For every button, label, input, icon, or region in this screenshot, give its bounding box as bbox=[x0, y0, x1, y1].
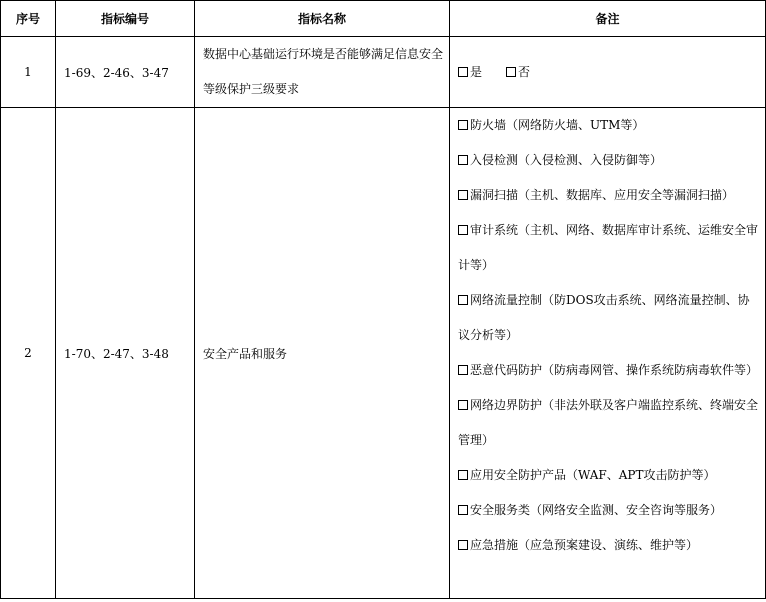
option-no[interactable] bbox=[506, 65, 530, 79]
checklist-item-label: 恶意代码防护（防病毒网管、操作系统防病毒软件等） bbox=[470, 363, 759, 377]
checklist-item-label: 安全服务类（网络安全监测、安全咨询等服务） bbox=[470, 503, 723, 517]
checkbox-icon[interactable] bbox=[458, 505, 468, 515]
checkbox-icon[interactable] bbox=[458, 365, 468, 375]
checklist-item[interactable] bbox=[458, 458, 759, 493]
checklist-item[interactable] bbox=[458, 283, 759, 353]
header-code: 指标编号 bbox=[56, 1, 195, 37]
table-row bbox=[1, 37, 766, 108]
row-seq: 1 bbox=[1, 37, 56, 108]
checkbox-icon[interactable] bbox=[458, 67, 468, 77]
option-no-label: 否 bbox=[518, 64, 531, 79]
checklist-item[interactable] bbox=[458, 353, 759, 388]
header-note: 备注 bbox=[450, 1, 766, 37]
header-name: 指标名称 bbox=[195, 1, 450, 37]
row-code: 1-69、2-46、3-47 bbox=[56, 37, 195, 108]
row-name: 安全产品和服务 bbox=[195, 108, 450, 599]
checklist-item-label: 防火墙（网络防火墙、UTM等） bbox=[470, 118, 645, 132]
checklist-item-label: 审计系统（主机、网络、数据库审计系统、运维安全审计等） bbox=[458, 223, 759, 272]
table-header-row bbox=[1, 1, 766, 37]
checklist-item-label: 入侵检测（入侵检测、入侵防御等） bbox=[470, 153, 663, 167]
checkbox-icon[interactable] bbox=[506, 67, 516, 77]
checkbox-icon[interactable] bbox=[458, 540, 468, 550]
header-seq: 序号 bbox=[1, 1, 56, 37]
checklist-item[interactable] bbox=[458, 108, 759, 143]
checkbox-icon[interactable] bbox=[458, 400, 468, 410]
checklist-item-label: 漏洞扫描（主机、数据库、应用安全等漏洞扫描） bbox=[470, 188, 735, 202]
checkbox-icon[interactable] bbox=[458, 295, 468, 305]
checklist-item-label: 应用安全防护产品（WAF、APT攻击防护等） bbox=[470, 468, 716, 482]
checkbox-icon[interactable] bbox=[458, 155, 468, 165]
row-note bbox=[450, 108, 766, 599]
checklist-item[interactable] bbox=[458, 493, 759, 528]
checklist-item[interactable] bbox=[458, 388, 759, 458]
checklist-item[interactable] bbox=[458, 213, 759, 283]
checklist-item-label: 应急措施（应急预案建设、演练、维护等） bbox=[470, 538, 699, 552]
checklist-item[interactable] bbox=[458, 528, 759, 563]
checkbox-icon[interactable] bbox=[458, 190, 468, 200]
option-yes[interactable] bbox=[458, 65, 482, 79]
checkbox-icon[interactable] bbox=[458, 120, 468, 130]
checklist-item-label: 网络流量控制（防DOS攻击系统、网络流量控制、协议分析等） bbox=[458, 293, 750, 342]
checklist-item[interactable] bbox=[458, 143, 759, 178]
row-note bbox=[450, 37, 766, 108]
checklist-item[interactable] bbox=[458, 178, 759, 213]
table-row bbox=[1, 108, 766, 599]
checkbox-icon[interactable] bbox=[458, 470, 468, 480]
row-code: 1-70、2-47、3-48 bbox=[56, 108, 195, 599]
option-yes-label: 是 bbox=[470, 64, 483, 79]
row-name: 数据中心基础运行环境是否能够满足信息安全等级保护三级要求 bbox=[195, 37, 450, 108]
row-seq: 2 bbox=[1, 108, 56, 599]
security-product-list bbox=[458, 108, 759, 563]
checklist-item-label: 网络边界防护（非法外联及客户端监控系统、终端安全管理） bbox=[458, 398, 759, 447]
checkbox-icon[interactable] bbox=[458, 225, 468, 235]
